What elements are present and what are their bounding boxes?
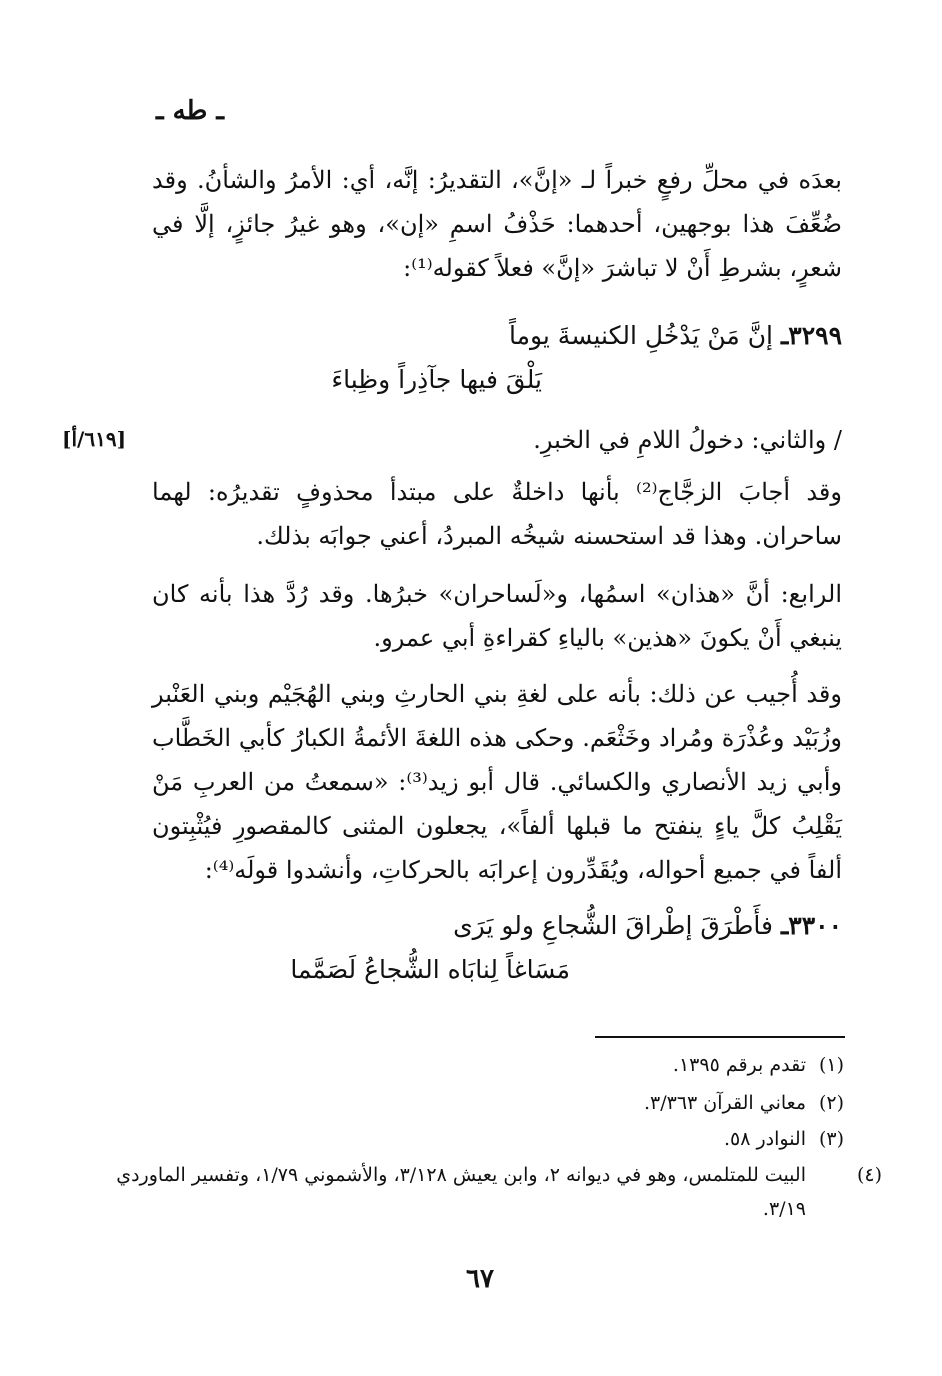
paragraph-1: بعدَه في محلِّ رفعٍ خبراً لـ «إنَّ»، التقديرُ: إنَّه، أي: الأمرُ والشأنُ. وقد ضُعِّفَ هذا بوجهين، أحدهما: حَذْفُ اسمِ «إن»، وهو غيرُ جائزٍ، إلَّا في شعرٍ، بشرطِ أَنْ لا تباشرَ «إنَّ» فعلاً كقوله⁽¹⁾: bbox=[152, 166, 842, 282]
footnote-separator bbox=[595, 1036, 845, 1038]
footnote-text: البيت للمتلمس، وهو في ديوانه ٢، وابن يعيش ٣/١٢٨، والأشموني ١/٧٩، وتفسير الماوردي ٣/١٩. bbox=[116, 1164, 806, 1220]
paragraph-2: / والثاني: دخولُ اللامِ في الخبرِ. bbox=[533, 426, 842, 454]
page-number: ٦٧ bbox=[466, 1264, 494, 1294]
footnote-text: تقدم برقم ١٣٩٥. bbox=[672, 1054, 806, 1076]
verse-3300-second-hemistich: مَسَاغاً لِنابَاه الشُّجاعُ لَصَمَّما bbox=[290, 955, 570, 984]
verse-number: ٣٢٩٩ـ bbox=[780, 321, 842, 350]
verse-text: إنَّ مَنْ يَدْخُلِ الكنيسةَ يوماً bbox=[508, 321, 773, 350]
verse-number: ٣٣٠٠ـ bbox=[780, 911, 842, 940]
footnote-number: (١) bbox=[818, 1054, 844, 1076]
paragraph-4: الرابع: أنَّ «هذان» اسمُها، و«لَساحران» خبرُها. وقد رُدَّ هذا بأنه كان ينبغي أَنْ يكونَ «هذين» بالياءِ كقراءةِ أبي عمرو. bbox=[152, 580, 842, 652]
verse-text: فأَطْرَقَ إطْراقَ الشُّجاعِ ولو يَرَى bbox=[453, 911, 773, 940]
verse-3300-first-hemistich bbox=[453, 906, 842, 946]
footnote-number: (٣) bbox=[818, 1128, 844, 1150]
running-header: ـ طه ـ bbox=[156, 96, 224, 126]
footnote-2 bbox=[144, 1086, 844, 1120]
footnote-text: معاني القرآن ٣/٣٦٣. bbox=[643, 1092, 806, 1114]
verse-3299-first-hemistich bbox=[509, 316, 842, 356]
footnote-number: (٢) bbox=[818, 1092, 844, 1114]
paragraph-5: وقد أُجيب عن ذلك: بأنه على لغةِ بني الحارثِ وبني الهُجَيْم وبني العَنْبر وزُبَيْد وعُذْرَة ومُراد وخَثْعَم. وحكى هذه اللغةَ الأئمةُ الكبارُ كأبي الخَطَّاب وأبي زيد الأنصاري والكسائي. قال أبو زيد⁽³⁾: «سمعتُ من العربِ مَنْ يَقْلِبُ كلَّ ياءٍ ينفتح ما قبلها ألفاً»، يجعلون المثنى كالمقصورِ فيُثْبِتون ألفاً في جميع أحواله، ويُقَدِّرون إعرابَه بالحركاتِ، وأنشدوا قولَه⁽⁴⁾: bbox=[152, 680, 843, 884]
footnote-1 bbox=[144, 1048, 844, 1082]
footnote-text: النوادر ٥٨. bbox=[723, 1128, 806, 1150]
footnote-4 bbox=[106, 1158, 882, 1226]
verse-3299-second-hemistich: يَلْقَ فيها جآذِراً وظِباءَ bbox=[331, 365, 542, 394]
manuscript-folio-marker: [٦١٩/أ] bbox=[62, 427, 127, 451]
footnote-number: (٤) bbox=[856, 1164, 882, 1186]
paragraph-3: وقد أجابَ الزجَّاج⁽²⁾ بأنها داخلةٌ على مبتدأ محذوفٍ تقديرُه: لهما ساحران. وهذا قد استحسنه شيخُه المبردُ، أعني جوابَه بذلك. bbox=[152, 478, 842, 550]
footnote-3 bbox=[144, 1122, 844, 1156]
